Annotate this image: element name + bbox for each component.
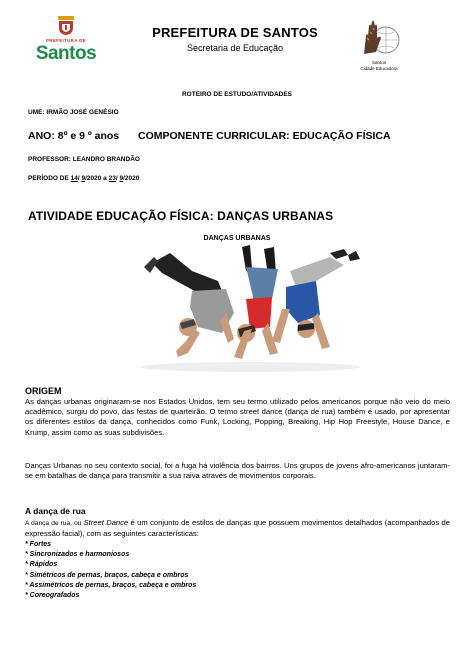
list-item: * Rápidos <box>25 561 58 569</box>
periodo-suffix: /2020 <box>123 175 140 182</box>
ano-row <box>28 130 391 142</box>
list-item: * Coreografados <box>25 592 80 600</box>
componente-curricular: COMPONENTE CURRICULAR: EDUCAÇÃO FÍSICA <box>138 130 391 142</box>
city-crest-icon <box>56 14 76 36</box>
activity-subtitle: DANÇAS URBANAS <box>203 235 271 242</box>
activity-title: ATIVIDADE EDUCAÇÃO FÍSICA: DANÇAS URBANAS <box>28 209 334 223</box>
periodo-month-start: 9 <box>81 175 86 182</box>
list-item: * Assimétricos de pernas, braços, cabeça e ombros <box>25 581 197 589</box>
list-item: * Simétricos de pernas, braços, cabeça e ombros <box>25 571 189 579</box>
origem-paragraph-1: As danças urbanas originaram-se nos Estados Unidos, tem seu termo utilizado pelos americanos porque não veio do meio acadêmico, surgiu do povo, das festas de quarteirão. O termo street dance (dança de rua) também é usado, por apresentar os diferentes estilos da dança, conhecidos como Funk, Locking, Popping, Breaking, Hip Hop Freestyle, House Dance, e Krump, assim como as suas subdivisões. <box>25 397 450 437</box>
logo-city-name: Santos <box>35 43 97 64</box>
danca-intro <box>25 518 450 539</box>
cidade-educadora-logo <box>352 18 406 74</box>
roteiro-heading: ROTEIRO DE ESTUDO/ATIVIDADES <box>181 91 293 98</box>
breakdancers-photo <box>130 243 370 375</box>
dancer-right <box>272 249 360 349</box>
origem-heading: ORIGEM <box>25 386 62 396</box>
logo-right-line2: Cidade Educadora <box>360 66 398 71</box>
periodo-sep: / <box>77 175 82 182</box>
list-item: * Fortes <box>25 541 52 548</box>
hand-globe-icon <box>358 18 400 58</box>
danca-intro-rest: é um conjunto de estilos de danças que possuem movimentos detalhados (acompanhados de expressão facial), com as seguintes características: <box>25 518 450 539</box>
dancer-left <box>144 253 234 357</box>
danca-intro-start: A dança de rua, ou <box>25 520 84 527</box>
header-title: PREFEITURA DE SANTOS <box>152 25 318 40</box>
logo-right-line1: Santos <box>371 60 386 65</box>
periodo-prefix: PERÍODO DE <box>28 175 71 182</box>
periodo-day-start: 14 <box>70 175 78 182</box>
santos-city-logo <box>30 14 102 70</box>
periodo-sep: / <box>115 175 120 182</box>
ano-label: ANO: 8º e 9 º anos <box>28 130 120 142</box>
origem-paragraph-2: Danças Urbanas no seu contexto social, foi a fuga há violência dos bairros. Uns grupos de jovens afro-americanos juntaram-se em batalhas de dança para transmitir a sua raiva através de movimentos corporais. <box>25 461 450 481</box>
danca-heading: A dança de rua <box>25 506 86 516</box>
periodo-mid: /2020 a <box>85 175 109 182</box>
periodo-month-end: 9 <box>119 175 124 182</box>
characteristics-list <box>25 540 196 601</box>
periodo-label <box>28 175 139 182</box>
page-header <box>0 0 474 80</box>
dancer-middle <box>234 245 278 359</box>
logo-prefeitura-text: PREFEITURA DE <box>46 38 86 43</box>
professor-label: PROFESSOR: LEANDRO BRANDÃO <box>28 156 140 163</box>
ume-label: UME: IRMÃO JOSÉ GENÉSIO <box>28 109 119 116</box>
periodo-day-end: 23 <box>108 175 116 182</box>
header-subtitle: Secretaria de Educação <box>186 43 284 53</box>
danca-intro-italic: Street Dance <box>83 518 129 527</box>
list-item: * Sincronizados e harmoniosos <box>25 551 130 559</box>
